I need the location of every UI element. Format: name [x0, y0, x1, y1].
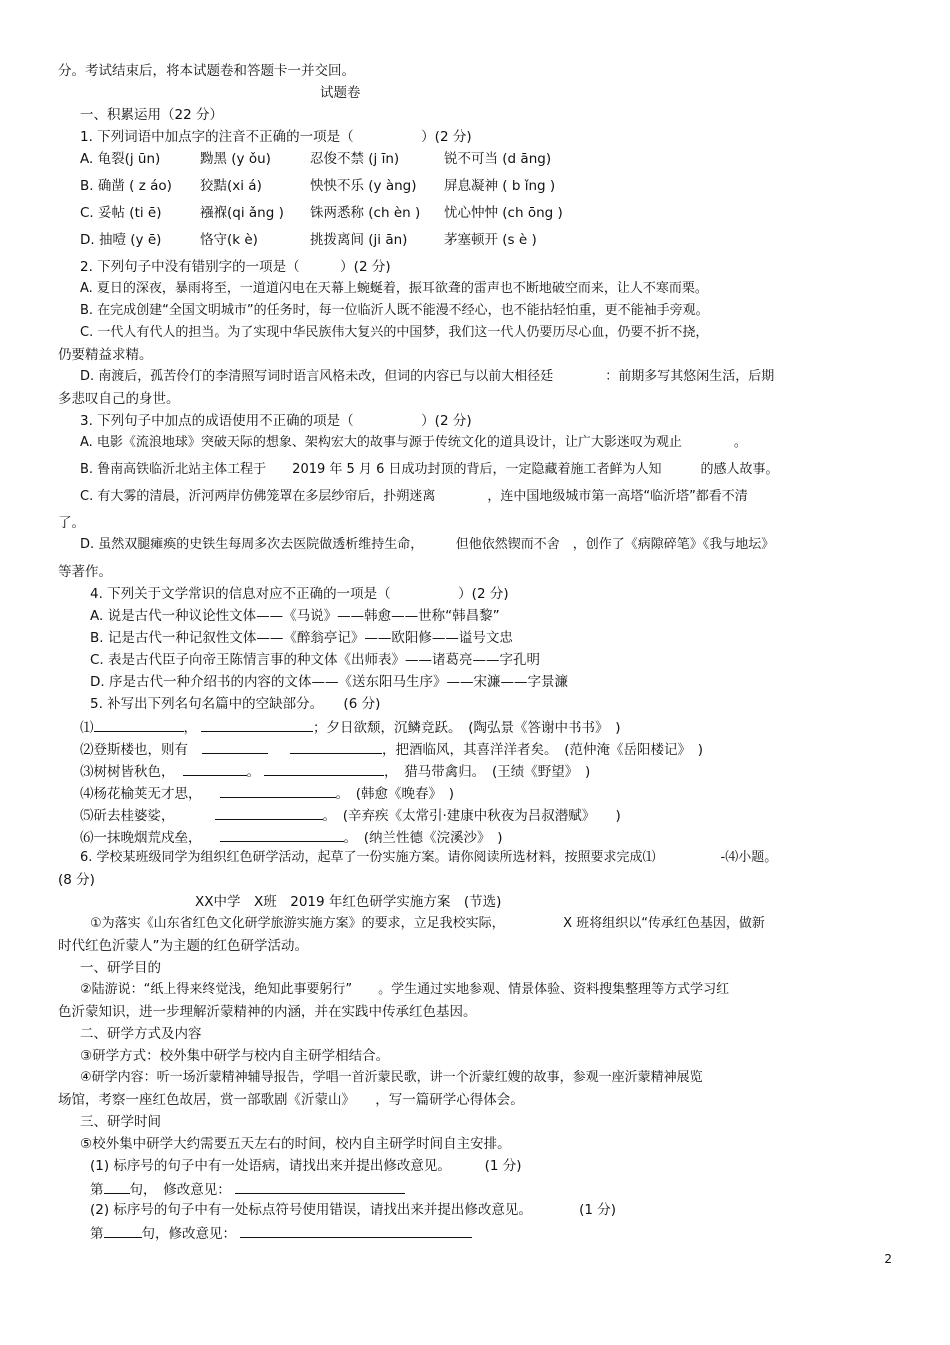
question-2-option-b: B. 在完成创建“全国文明城市”的任务时，每一位临沂人既不能漫不经心，也不能拈轻怕重，更不能袖手旁观。 [80, 303, 709, 318]
plan-para-5: ⑤校外集中研学大约需要五天左右的时间，校内自主研学时间自主安排。 [80, 1136, 511, 1152]
option-b-1: B. 确凿 ( z áo) [80, 178, 172, 194]
question-2-option-d-cont: 多悲叹自己的身世。 [58, 391, 180, 407]
page-number: 2 [884, 1252, 892, 1266]
option-d-3: 挑拨离间 (ji ān) [310, 232, 408, 248]
plan-heading-2: 二、研学方式及内容 [80, 1026, 202, 1042]
question-1-stem: 1. 下列词语中加点字的注音不正确的一项是（ ）(2 分) [80, 129, 472, 145]
answer-blank[interactable] [183, 761, 247, 776]
answer-blank[interactable] [220, 827, 344, 842]
fill-line-1-text: ；夕日欲颓，沉鳞竞跃。 (陶弘景《答谢中书书》 ) [313, 720, 621, 736]
fill-line-6 [80, 827, 503, 847]
question-3-option-d-cont: 等著作。 [58, 564, 112, 580]
fill-line-5-text-b: 。 (辛弃疾《太常引·建康中秋夜为吕叔潜赋》 ) [322, 808, 621, 824]
plan-heading-1: 一、研学目的 [80, 960, 161, 976]
option-c-2: 襁褓(qi ǎng ) [200, 205, 284, 221]
answer-blank[interactable] [104, 1179, 130, 1194]
question-3-option-a: A. 电影《流浪地球》突破天际的想象、架构宏大的故事与源于传统文化的道具设计，让广大影迷叹为观止 。 [80, 435, 747, 450]
question-4-option-c: C. 表是古代臣子向帝王陈情言事的种文体《出师表》——诸葛亮——字孔明 [90, 652, 541, 668]
fill-line-5-text-a: ⑸斫去桂婆娑， [80, 808, 175, 824]
question-6-points: (8 分) [58, 872, 95, 888]
question-3-option-d: D. 虽然双腿瘫痪的史铁生每周多次去医院做透析维持生命， 但他依然锲而不舍 ，创作了《病隙碎笔》《我与地坛》 [80, 537, 775, 552]
question-3-stem: 3. 下列句子中加点的成语使用不正确的项是（ ）(2 分) [80, 413, 472, 429]
answer-blank[interactable] [290, 739, 382, 754]
fill-line-3-sep: 。 [246, 764, 260, 780]
question-4-stem: 4. 下列关于文学常识的信息对应不正确的一项是（ ）(2 分) [90, 586, 509, 602]
option-d-4: 茅塞顿开 (s è ) [444, 232, 537, 248]
plan-title: XX中学 X班 2019 年红色研学实施方案 (节选) [195, 894, 502, 910]
option-a-3: 忍俊不禁 (j īn) [310, 151, 400, 167]
plan-para-4: ④研学内容：听一场沂蒙精神辅导报告，学唱一首沂蒙民歌，讲一个沂蒙红嫂的故事，参观一座沂蒙精神展览 [80, 1070, 703, 1085]
option-c-3: 铢两悉称 (ch èn ) [310, 205, 421, 221]
answer-blank[interactable] [215, 805, 323, 820]
question-6-stem: 6. 学校某班级同学为组织红色研学活动，起草了一份实施方案。请你阅读所选材料，按照要求完成⑴ -⑷小题。 [80, 850, 778, 865]
option-d-1: D. 抽噎 (y ē) [80, 232, 162, 248]
plan-para-2-cont: 色沂蒙知识，进一步理解沂蒙精神的内涵，并在实践中传承红色基因。 [58, 1004, 477, 1020]
fill-line-3 [80, 761, 590, 781]
question-2-option-c-cont: 仍要精益求精。 [58, 347, 153, 363]
question-3-option-c-cont: 了。 [58, 515, 85, 531]
fill-line-2-text-a: ⑵登斯楼也，则有 [80, 742, 188, 758]
answer-blank[interactable] [201, 717, 313, 732]
plan-heading-3: 三、研学时间 [80, 1114, 161, 1130]
question-2-option-d: D. 南渡后，孤苦伶仃的李清照写词时语言风格未改，但词的内容已与以前大相径廷 ：前期多写其悠闲生活，后期 [80, 369, 775, 384]
answer-blank[interactable] [202, 739, 268, 754]
fill-line-6-text-a: ⑹一抹晚烟荒戍垒， [80, 830, 202, 846]
question-3-option-c: C. 有大雾的清晨，沂河两岸仿佛笼罩在多层纱帘后，扑朔迷离 ，连中国地级城市第一高塔“临沂塔”都看不清 [80, 489, 748, 504]
option-c-1: C. 妥帖 (ti ē) [80, 205, 162, 221]
plan-para-4-cont: 场馆，考察一座红色故居，赏一部歌剧《沂蒙山》 ，写一篇研学心得体会。 [58, 1092, 524, 1108]
answer-blank[interactable] [220, 783, 336, 798]
plan-para-2: ②陆游说：“纸上得来终觉浅，绝知此事要躬行” 。学生通过实地参观、情景体验、资料搜集整理等方式学习红 [80, 982, 730, 997]
fill-line-1-sep: ， [183, 720, 197, 736]
question-4-option-d: D. 序是古代一种介绍书的内容的文体——《送东阳马生序》——宋濂——字景濂 [90, 674, 568, 690]
fill-line-2 [80, 739, 703, 759]
section-heading: 一、积累运用（22 分） [80, 107, 223, 123]
option-b-3: 怏怏不乐 (y àng) [310, 178, 417, 194]
question-4-option-b: B. 记是古代一种记叙性文体——《醉翁亭记》——欧阳修——谥号文忠 [90, 630, 513, 646]
option-a-1: A. 龟裂(j ūn) [80, 151, 161, 167]
answer-suffix: 句， 修改意见： [129, 1182, 231, 1198]
answer-prefix: 第 [90, 1226, 104, 1242]
question-3-option-b: B. 鲁南高铁临沂北站主体工程于 2019 年 5 月 6 日成功封顶的背后，一定隐藏着施工者鲜为人知 的感人故事。 [80, 462, 779, 477]
fill-line-3-text-b: ， 猎马带禽归。 (王绩《野望》 ) [384, 764, 591, 780]
plan-para-3: ③研学方式：校外集中研学与校内自主研学相结合。 [80, 1048, 390, 1064]
fill-line-4 [80, 783, 454, 803]
fill-line-4-text-a: ⑷杨花榆荚无才思， [80, 786, 202, 802]
sub-question-1-answer [90, 1179, 405, 1199]
fill-line-3-text-a: ⑶树树皆秋色， [80, 764, 175, 780]
question-2-option-a: A. 夏日的深夜，暴雨将至，一道道闪电在天幕上蜿蜒着，振耳欲聋的雷声也不断地破空而来，让人不寒而栗。 [80, 281, 708, 296]
fill-line-1 [80, 717, 621, 737]
fill-line-2-text-b: ，把酒临风，其喜洋洋者矣。 (范仲淹《岳阳楼记》 ) [382, 742, 704, 758]
answer-blank[interactable] [104, 1223, 142, 1238]
question-2-stem: 2. 下列句子中没有错别字的一项是（ ）(2 分) [80, 259, 391, 275]
answer-blank[interactable] [240, 1223, 472, 1238]
plan-para-1-cont: 时代红色沂蒙人”为主题的红色研学活动。 [58, 938, 308, 954]
option-c-4: 忧心忡忡 (ch ōng ) [444, 205, 563, 221]
sub-question-2-answer [90, 1223, 472, 1243]
intro-line: 分。考试结束后，将本试题卷和答题卡一并交回。 [58, 63, 355, 79]
sub-question-1: (1) 标序号的句子中有一处语病，请找出来并提出修改意见。 (1 分) [90, 1158, 522, 1174]
sub-question-2: (2) 标序号的句子中有一处标点符号使用错误，请找出来并提出修改意见。 (1 分) [90, 1202, 617, 1218]
fill-line-1-num: ⑴ [80, 720, 94, 736]
option-b-4: 屏息凝神 ( b ǐng ) [444, 178, 556, 194]
question-2-option-c: C. 一代人有代人的担当。为了实现中华民族伟大复兴的中国梦，我们这一代人仍要历尽心血，仍要不折不挠， [80, 325, 709, 340]
plan-para-1: ①为落实《山东省红色文化研学旅游实施方案》的要求，立足我校实际， X 班将组织以“传承红色基因，做新 [90, 916, 765, 931]
option-d-2: 恪守(k è) [200, 232, 258, 248]
fill-line-5 [80, 805, 621, 825]
fill-line-4-text-b: 。 (韩愈《晚春》 ) [335, 786, 455, 802]
answer-suffix: 句，修改意见： [141, 1226, 236, 1242]
paper-title: 试题卷 [320, 85, 361, 101]
question-4-option-a: A. 说是古代一种议论性文体——《马说》——韩愈——世称“韩昌黎” [90, 608, 500, 624]
answer-blank[interactable] [94, 717, 184, 732]
option-b-2: 狡黠(xi á) [200, 178, 262, 194]
answer-prefix: 第 [90, 1182, 104, 1198]
answer-blank[interactable] [235, 1179, 405, 1194]
answer-blank[interactable] [264, 761, 384, 776]
fill-line-6-text-b: 。 (纳兰性德《浣溪沙》 ) [343, 830, 503, 846]
option-a-4: 锐不可当 (d āng) [444, 151, 552, 167]
option-a-2: 黝黑 (y ǒu) [200, 151, 271, 167]
question-5-stem: 5. 补写出下列名句名篇中的空缺部分。 (6 分) [90, 696, 381, 712]
